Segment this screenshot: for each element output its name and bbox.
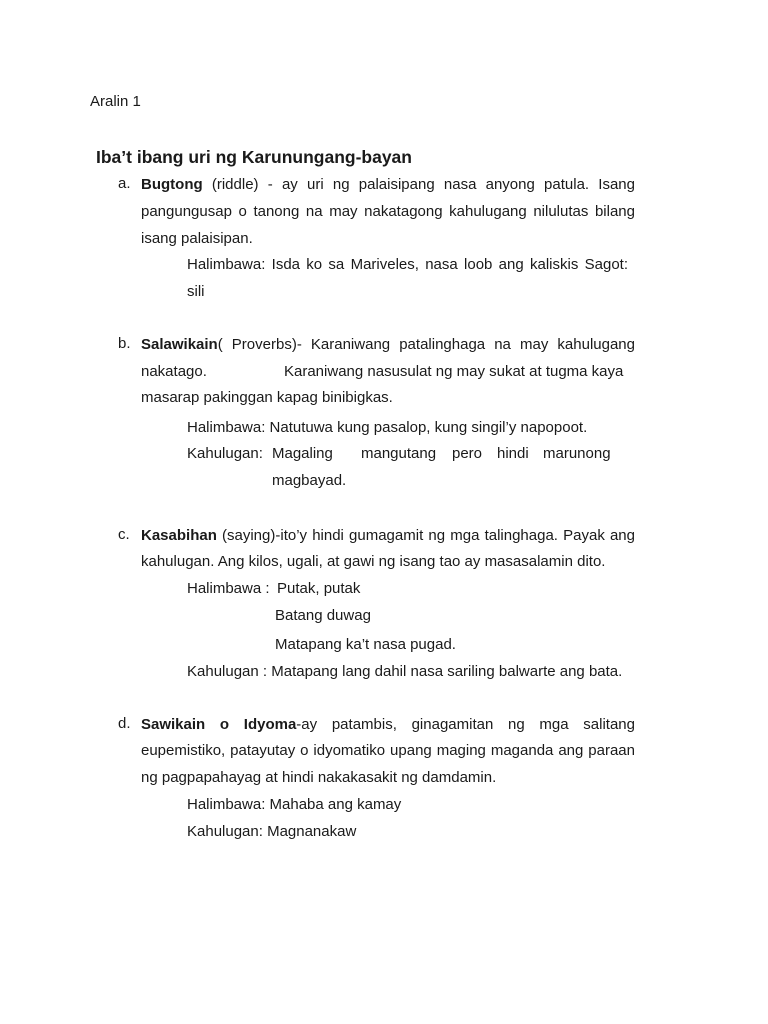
term-sawikain: Sawikain o Idyoma [141,716,297,733]
item-b-meaning-word: Magaling [272,445,333,462]
item-a-line-2: pangungusap o tanong na may nakatagong kahulugang nilulutas bilang [141,203,635,220]
item-b-line-2b: Karaniwang nasusulat ng may sukat at tugma kaya [284,363,624,380]
item-c-meaning: Kahulugan : Matapang lang dahil nasa sariling balwarte ang bata. [187,663,623,680]
item-b-meaning-line-2: magbayad. [272,472,347,489]
term-salawikain: Salawikain [141,336,218,353]
item-b-line-3: masarap pakinggan kapag binibigkas. [141,389,393,406]
item-a-answer: sili [187,283,205,300]
item-c-line-2: kahulugan. Ang kilos, ugali, at gawi ng isang tao ay masasalamin dito. [141,553,606,570]
item-d-line-3: ng pagpapahayag at hindi nakakasakit ng damdamin. [141,769,497,786]
item-a-line-3: isang palaisipan. [141,230,253,247]
item-b-example: Halimbawa: Natutuwa kung pasalop, kung singil’y napopoot. [187,419,588,436]
item-d-meaning: Kahulugan: Magnanakaw [187,823,357,840]
item-b-meaning-word: hindi [497,445,529,462]
lesson-label: Aralin 1 [90,93,141,110]
item-b-meaning-word: marunong [543,445,611,462]
list-marker-a: a. [118,175,131,192]
item-b-line-2a: nakatago. [141,363,207,380]
item-d-line-1 [141,715,635,735]
list-marker-d: d. [118,715,131,732]
item-a-text-1: (riddle) - ay uri ng palaisipang nasa anyong patula. Isang [202,176,635,193]
item-c-example-line-2: Batang duwag [275,607,371,624]
item-d-example: Halimbawa: Mahaba ang kamay [187,796,402,813]
list-marker-c: c. [118,526,130,543]
item-b-meaning-word: pero [452,445,483,462]
item-a-example: Halimbawa: Isda ko sa Mariveles, nasa loob ang kaliskis Sagot: [187,256,628,273]
item-c-example-line-1: Putak, putak [277,580,361,597]
list-marker-b: b. [118,335,131,352]
item-c-text-1: (saying)-ito’y hindi gumagamit ng mga talinghaga. Payak ang [216,527,635,544]
item-a-line-1 [141,175,635,195]
item-d-text-1: -ay patambis, ginagamitan ng mga salitang [296,716,635,733]
item-d-line-2: eupemistiko, patayutay o idyomatiko upang maging maganda ang paraan [141,742,635,759]
term-kasabihan: Kasabihan [141,527,217,544]
term-bugtong: Bugtong [141,176,203,193]
page-title: Iba’t ibang uri ng Karunungang-bayan [96,147,412,167]
item-b-text-1: ( Proverbs)- Karaniwang patalinghaga na may kahulugang [217,336,635,353]
item-c-line-1 [141,526,635,546]
item-b-meaning-label: Kahulugan: [187,445,263,462]
item-b-line-1 [141,335,635,355]
item-c-example-line-3: Matapang ka’t nasa pugad. [275,636,456,653]
item-b-meaning-word: mangutang [361,445,437,462]
item-c-example-label: Halimbawa : [187,580,270,597]
